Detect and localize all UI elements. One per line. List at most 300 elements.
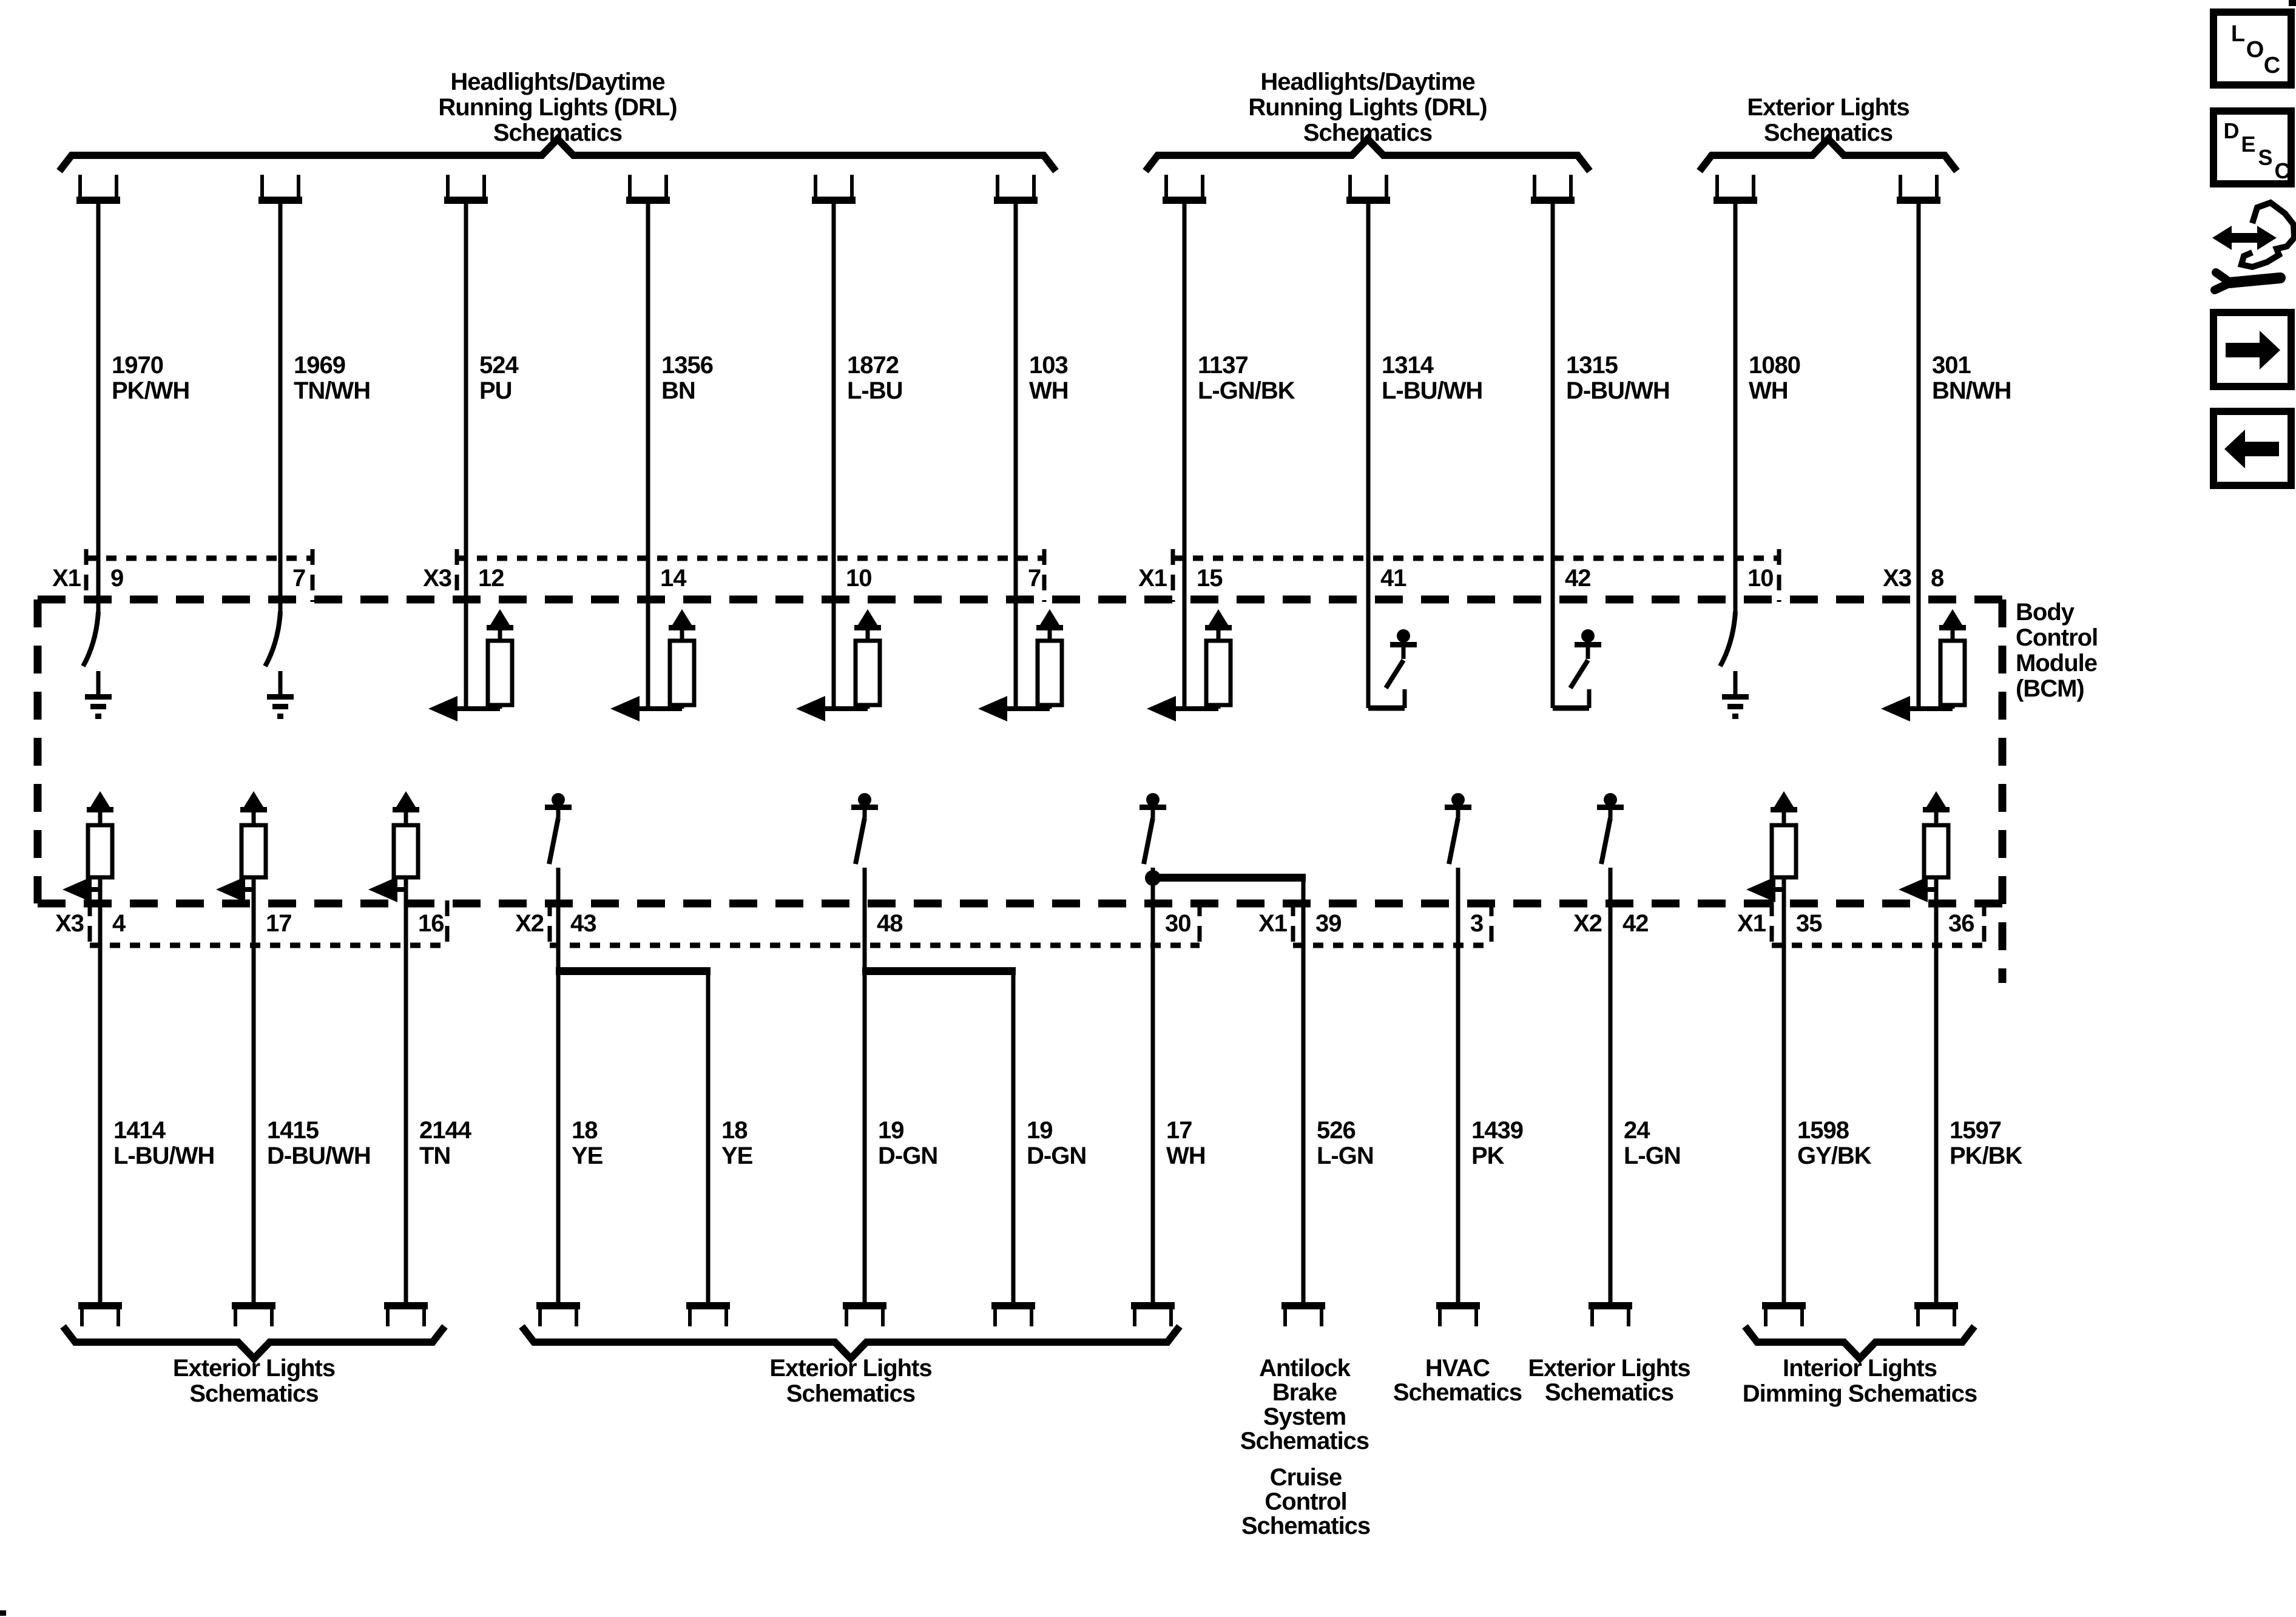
pin-number: 43 [570,910,596,937]
wire-301 [1881,175,2011,721]
circuit-number: 24 [1624,1117,1650,1144]
inline-connector [1131,1302,1175,1326]
schematic-ref-label[interactable]: Running Lights (DRL) [438,94,677,121]
internal-switch-symbol [1445,793,1471,864]
connector-name: X1 [1737,910,1766,937]
ground-bar [1732,714,1738,719]
inline-connector [991,1302,1035,1326]
circuit-number: 1315 [1566,352,1618,379]
wire-1598 [1746,791,1872,1326]
connector-group-X1 [1737,900,1984,951]
forward-button[interactable] [2213,312,2291,387]
driver-box [1924,825,1948,877]
output-driver-symbol [368,791,419,902]
bcm-label: Body [2016,599,2074,626]
connector-base [991,1302,1035,1309]
page-artifact [2289,0,2296,6]
up-arrow-icon [244,791,263,807]
wire-1315 [1531,175,1670,708]
ground-bar [85,694,112,700]
inline-connector [232,1302,275,1326]
bcm-label: Control [2016,624,2098,651]
icon-letter: C [2263,53,2280,78]
schematic-ref-label[interactable]: Schematics [1393,1379,1522,1406]
wire-1969 [258,175,370,719]
supply-crossbar [1771,807,1797,812]
connector-base [1714,197,1757,204]
connector-base [444,197,488,204]
switch-blade [1449,818,1458,864]
circuit-number: 1970 [112,352,163,379]
schematic-ref-label[interactable]: Schematics [1303,120,1433,146]
circuit-color: TN/WH [294,377,371,404]
schematic-source-bracket [1146,69,1590,171]
circuit-number: 18 [721,1117,748,1144]
pin-number: 48 [877,910,903,937]
bcm-label: (BCM) [2016,675,2084,702]
circuit-color: WH [1029,377,1069,404]
terminal-dot [858,793,871,806]
schematic-ref-label[interactable]: Exterior Lights [1747,94,1909,121]
pin-number: 36 [1948,910,1974,937]
connector-name: X1 [1138,565,1167,592]
pin-number: 14 [660,565,686,592]
left-arrow-icon [610,696,640,721]
circuit-number: 1080 [1749,352,1800,379]
pin-number: 7 [1028,565,1041,592]
left-arrow-icon [2212,226,2232,250]
terminal-dot [1604,793,1617,806]
inline-connector [1531,175,1575,204]
output-driver-symbol [1746,791,1797,902]
up-arrow-icon [90,791,110,807]
schematic-ref-label[interactable]: Schematics [1240,1428,1369,1454]
schematic-dest-label [1241,1464,1370,1539]
arrow-shaft [2245,442,2279,456]
left-arrow-icon [428,696,458,721]
wire-526 [1281,1117,1374,1326]
icon-letter: C [2274,158,2290,183]
wire-1970 [76,175,189,719]
terminal-crossbar [1597,805,1624,810]
circuit-number: 301 [1932,352,1971,379]
supply-crossbar [87,807,113,812]
terminal-dot [552,793,565,806]
circuit-color: WH [1166,1143,1206,1169]
wrench-jaw [2215,272,2230,290]
icon-letter: D [2223,118,2239,143]
terminal-crossbar [851,805,878,810]
schematic-ref-label[interactable]: Antilock [1259,1355,1350,1382]
pin-number: 7 [292,565,306,592]
wrench-handle [2229,278,2280,283]
left-arrow-icon [1147,696,1176,721]
up-arrow-icon [858,609,877,625]
connector-base [686,1302,730,1309]
circuit-color: L-BU [847,377,903,404]
switch-blade [265,612,280,666]
circuit-number: 526 [1317,1117,1356,1144]
connector-base [536,1302,580,1309]
icon-letter: S [2258,145,2272,170]
internal-switch-symbol [1553,629,1601,708]
circuit-color: BN [661,377,695,404]
connector-group-X3 [423,549,1044,602]
output-driver-symbol [62,791,113,902]
connector-group-X1 [1138,549,1779,602]
schematic-dest-label [1393,1355,1522,1406]
wire-1137 [1147,175,1295,721]
pin-number: 8 [1931,565,1944,592]
left-arrow-icon [368,877,397,902]
ground-bar [1722,694,1749,700]
supply-crossbar [1205,625,1232,630]
circuit-color: L-GN/BK [1198,377,1295,404]
schematic-ref-label[interactable]: Control [1264,1488,1347,1515]
driver-box [670,641,694,705]
pin-number: 35 [1796,910,1822,937]
driver-box [1038,641,1062,705]
ground-bar [277,714,283,719]
schematic-ref-label[interactable]: Dimming Schematics [1742,1380,1977,1407]
pin-number: 3 [1470,910,1484,937]
driver-box [88,825,112,877]
wire-103 [978,175,1069,721]
wire-24 [1589,793,1681,1326]
pin-number: 41 [1380,565,1406,592]
driver-box [241,825,266,877]
circuit-color: TN [419,1143,451,1169]
connector-base [78,1302,122,1309]
circuit-number: 1137 [1198,352,1248,379]
inline-connector [1714,175,1757,204]
ground-bar [1727,704,1743,709]
supply-crossbar [1939,625,1966,630]
circuit-color: L-BU/WH [113,1143,215,1169]
connector-group-X3 [1883,565,1911,592]
switch-to-ground-symbol [83,612,112,719]
internal-switch-symbol [851,793,878,864]
connector-base [1346,197,1390,204]
inline-connector [444,175,488,204]
schematic-ref-label[interactable]: Headlights/Daytime [450,69,665,95]
switch-to-ground-symbol [1720,612,1749,719]
switch-to-ground-symbol [265,612,294,719]
inline-connector [536,1302,580,1326]
output-driver-symbol [610,609,695,721]
schematic-ref-label[interactable]: System [1263,1403,1346,1430]
repair-info-button[interactable] [2212,203,2294,290]
terminal-crossbar [1445,805,1471,810]
wire-19 [843,793,1016,1326]
up-arrow-icon [1943,609,1962,625]
schematic-ref-label[interactable]: Exterior Lights [1528,1355,1690,1382]
pin-number: 15 [1197,565,1223,592]
up-arrow-icon [1926,791,1946,807]
left-arrow-icon [1746,877,1775,902]
wire-2144 [368,791,472,1326]
bcm-label: Module [2016,650,2097,677]
connector-name: X3 [423,565,451,592]
switch-blade [1601,818,1610,864]
left-arrow-icon [1881,696,1910,721]
circuit-number: 19 [878,1117,904,1144]
schematic-ref-label[interactable]: Schematics [189,1380,319,1407]
terminal-dot [1451,793,1465,806]
wire-1080 [1714,175,1800,719]
up-arrow-icon [396,791,416,807]
schematic-dest-bracket [1743,1326,1977,1407]
circuit-number: 1414 [113,1117,165,1144]
loc-button[interactable] [2213,12,2291,85]
connector-name: X2 [515,910,544,937]
splice-bar [556,967,711,975]
connector-base [76,197,120,204]
supply-crossbar [240,807,267,812]
driver-box [1206,641,1231,705]
schematic-ref-label[interactable]: Interior Lights [1783,1355,1937,1382]
schematic-ref-label[interactable]: HVAC [1425,1355,1490,1382]
circuit-number: 17 [1166,1117,1192,1144]
schematic-dest-label [1240,1355,1369,1454]
connector-name: X1 [1258,910,1287,937]
wire-18 [686,1117,753,1326]
inline-connector [994,175,1038,204]
schematic-dest-bracket [63,1326,445,1407]
pin-number: 10 [846,565,872,592]
schematic-ref-label[interactable]: Brake [1272,1379,1337,1406]
circuit-number: 103 [1029,352,1068,379]
wire-18 [536,793,711,1326]
schematic-source-bracket [59,69,1056,171]
connector-base [1436,1302,1480,1309]
circuit-color: PK/BK [1950,1143,2022,1169]
wire-17 [1131,793,1306,1326]
circuit-color: L-BU/WH [1382,377,1483,404]
wire-1414 [62,791,214,1326]
supply-crossbar [1036,625,1063,630]
supply-crossbar [669,625,695,630]
pin-number: 39 [1315,910,1342,937]
arrow-shaft [2230,233,2258,243]
circuit-number: 1356 [661,352,713,379]
pin-number: 12 [478,565,504,592]
circuit-number: 18 [572,1117,598,1144]
circuit-number: 19 [1027,1117,1053,1144]
connector-base [1589,1302,1632,1309]
wire-1439 [1436,793,1523,1326]
connector-base [1897,197,1940,204]
connector-name: X3 [1883,565,1911,592]
output-driver-symbol [428,609,513,721]
left-arrow-icon [1899,877,1928,902]
circuit-number: 1969 [294,352,345,379]
circuit-number: 524 [479,352,518,379]
wire-1314 [1346,175,1482,708]
connector-base [1131,1302,1175,1309]
pin-number: 17 [266,910,292,937]
switch-blade [83,612,98,666]
inline-connector [1346,175,1390,204]
ground-bar [272,704,288,709]
terminal-dot [1581,629,1595,643]
circuit-color: D-GN [878,1143,938,1169]
back-button[interactable] [2213,411,2291,485]
switch-blade [1720,612,1735,666]
pin-number: 42 [1565,565,1591,592]
schematic-ref-label[interactable]: Schematics [493,120,623,146]
circuit-color: D-BU/WH [267,1143,371,1169]
bracket-line [522,1326,1180,1359]
circuit-color: YE [721,1143,753,1169]
inline-connector [1589,1302,1632,1326]
arrow-shaft [2226,343,2260,357]
desc-button[interactable] [2213,111,2291,184]
inline-connector [78,1302,122,1326]
pin-number: 16 [418,910,444,937]
circuit-color: GY/BK [1797,1143,1871,1169]
circuit-number: 1597 [1950,1117,2001,1144]
circuit-number: 2144 [419,1117,471,1144]
connector-base [812,197,856,204]
left-arrow-icon [216,877,245,902]
up-arrow-icon [1774,791,1794,807]
schematic-ref-label[interactable]: Schematics [1544,1379,1674,1406]
internal-switch-symbol [1368,629,1417,708]
terminal-crossbar [545,805,572,810]
connector-base [843,1302,886,1309]
schematic-ref-label[interactable]: Exterior Lights [769,1355,932,1382]
icon-letter: E [2241,132,2255,157]
inline-connector [626,175,670,204]
circuit-color: D-GN [1027,1143,1087,1169]
icon-letter: L [2230,21,2245,47]
inline-connector [1281,1302,1325,1326]
switch-blade [1386,660,1403,688]
connector-name: X1 [52,565,81,592]
circuit-number: 1598 [1797,1117,1849,1144]
schematic-dest-label [1528,1355,1690,1406]
up-arrow-icon [672,609,692,625]
supply-crossbar [487,625,513,630]
supply-crossbar [1923,807,1950,812]
connector-base [1163,197,1206,204]
bracket-line [63,1326,445,1359]
inline-connector [1914,1302,1958,1326]
circuit-color: L-GN [1624,1143,1681,1169]
left-arrow-icon [796,696,825,721]
internal-switch-symbol [1597,793,1624,864]
wire-1597 [1899,791,2023,1326]
wire-1356 [610,175,713,721]
inline-connector [384,1302,428,1326]
circuit-color: L-GN [1317,1143,1374,1169]
connector-base [994,197,1038,204]
output-driver-symbol [978,609,1063,721]
output-driver-symbol [1899,791,1950,902]
inline-connector [258,175,302,204]
up-arrow-icon [490,609,510,625]
switch-blade [1570,660,1588,688]
circuit-color: PU [479,377,512,404]
circuit-color: YE [572,1143,603,1169]
switch-blade [1144,818,1153,864]
icon-letter: O [2246,37,2264,62]
wire-1415 [216,791,371,1326]
driver-box [1772,825,1796,877]
schematic-ref-label[interactable]: Schematics [1763,120,1893,146]
pin-number: 42 [1622,910,1649,937]
connector-base [1914,1302,1958,1309]
connector-group-X2 [515,900,1200,951]
schematic-ref-label[interactable]: Schematics [1241,1513,1371,1539]
driver-box [488,641,512,705]
output-driver-symbol [1147,609,1232,721]
circuit-number: 1415 [267,1117,319,1144]
schematic-ref-label[interactable]: Cruise [1269,1464,1342,1491]
bracket-line [1745,1326,1974,1359]
terminal-dot [1146,793,1160,806]
wire-1872 [796,175,903,721]
internal-switch-symbol [545,793,572,864]
schematic-ref-label[interactable]: Running Lights (DRL) [1248,94,1487,121]
circuit-color: WH [1749,377,1788,404]
terminal-crossbar [1390,642,1417,647]
connector-base [1531,197,1575,204]
connector-base [1762,1302,1806,1309]
connector-base [1281,1302,1325,1309]
circuit-color: PK [1471,1143,1504,1169]
schematic-source-bracket [1700,94,1957,171]
up-arrow-icon [1040,609,1059,625]
connector-name: X3 [55,910,84,937]
wrench-arrow-icon [2212,203,2294,290]
circuit-number: 1314 [1382,352,1433,379]
page-artifact [0,1610,6,1616]
connector-base [384,1302,428,1309]
pin-number: 30 [1165,910,1191,937]
inline-connector [812,175,856,204]
pin-number: 4 [112,910,126,937]
terminal-crossbar [1575,642,1601,647]
pin-number: 9 [110,565,124,592]
pin-number: 10 [1747,565,1774,592]
connector-base [626,197,670,204]
output-driver-symbol [216,791,267,902]
connector-group-X1 [52,549,312,602]
schematic-dest-bracket [522,1326,1180,1407]
output-driver-symbol [1881,609,1966,721]
schematic-ref-label[interactable]: Schematics [786,1380,916,1407]
branch-bar [1153,874,1306,882]
up-arrow-icon [1209,609,1228,625]
left-arrow-icon [978,696,1007,721]
output-driver-symbol [796,609,881,721]
splice-bar [862,967,1016,975]
wire-524 [428,175,519,721]
connector-base [258,197,302,204]
bcm-module [38,599,2098,983]
schematic-ref-label[interactable]: Headlights/Daytime [1260,69,1475,95]
inline-connector [1163,175,1206,204]
ground-bar [267,694,294,700]
supply-crossbar [854,625,881,630]
ground-bar [95,714,101,719]
supply-crossbar [393,807,419,812]
terminal-crossbar [1140,805,1166,810]
circuit-color: D-BU/WH [1566,377,1670,404]
schematic-ref-label[interactable]: Exterior Lights [172,1355,336,1382]
